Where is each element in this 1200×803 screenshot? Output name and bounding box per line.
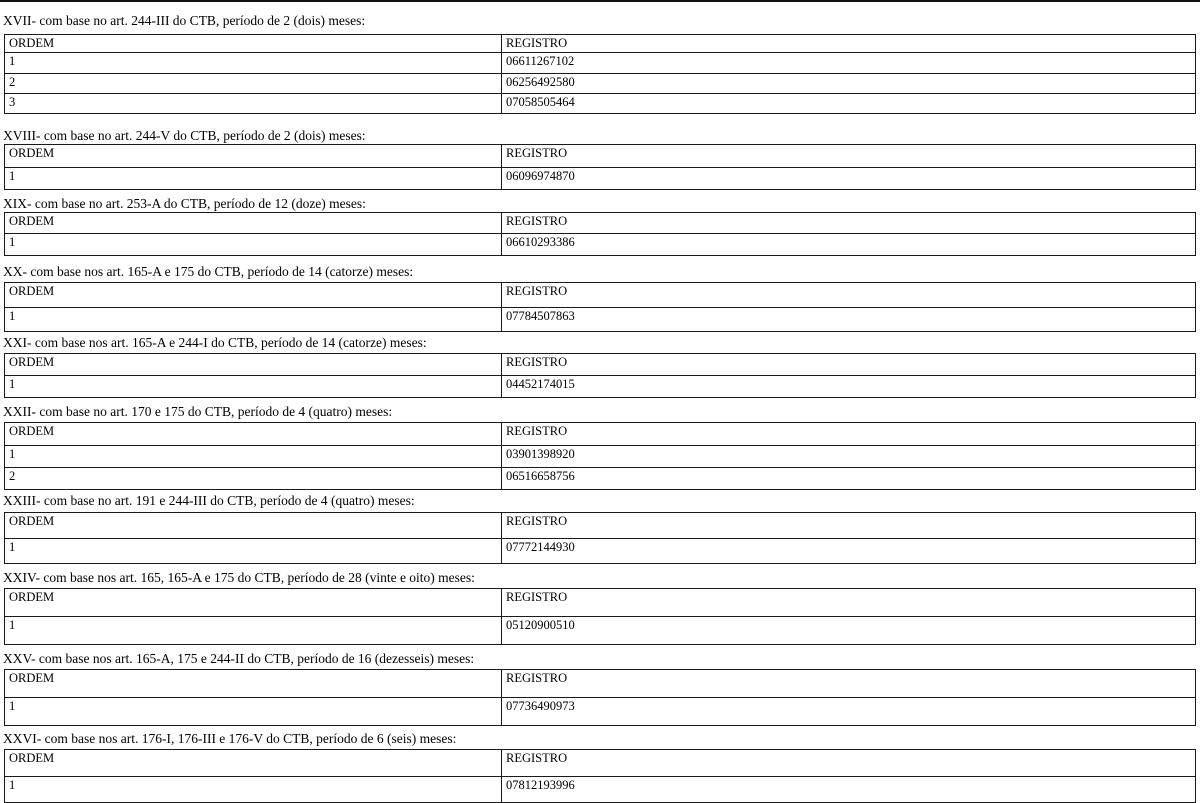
registro-cell: 05120900510 <box>502 617 1196 645</box>
section-heading: XXIV- com base nos art. 165, 165-A e 175 do CTB, período de 28 (vinte e oito) meses: <box>3 570 475 585</box>
ordem-cell: 2 <box>5 468 502 490</box>
column-header-registro: REGISTRO <box>502 35 1196 53</box>
registro-cell: 06256492580 <box>502 74 1196 94</box>
ordem-cell: 1 <box>5 539 502 564</box>
table-row <box>5 698 1196 726</box>
table-header-row <box>5 145 1196 168</box>
column-header-ordem: ORDEM <box>5 283 502 308</box>
registry-table <box>4 282 1196 332</box>
table-header-row <box>5 670 1196 698</box>
registry-table <box>4 749 1196 803</box>
table-row <box>5 234 1196 256</box>
section-heading: XIX- com base no art. 253-A do CTB, período de 12 (doze) meses: <box>3 196 366 211</box>
registry-table <box>4 353 1196 398</box>
column-header-ordem: ORDEM <box>5 213 502 234</box>
column-header-ordem: ORDEM <box>5 145 502 168</box>
table-header-row <box>5 750 1196 777</box>
column-header-ordem: ORDEM <box>5 750 502 777</box>
registry-table <box>4 34 1196 114</box>
column-header-registro: REGISTRO <box>502 513 1196 539</box>
registro-cell: 04452174015 <box>502 376 1196 398</box>
registro-cell: 06611267102 <box>502 53 1196 74</box>
table-header-row <box>5 35 1196 53</box>
ordem-cell: 2 <box>5 74 502 94</box>
column-header-registro: REGISTRO <box>502 145 1196 168</box>
section-heading: XXI- com base nos art. 165-A e 244-I do CTB, período de 14 (catorze) meses: <box>3 335 427 350</box>
registro-cell: 07058505464 <box>502 94 1196 114</box>
registry-table <box>4 144 1196 190</box>
table-row <box>5 376 1196 398</box>
column-header-registro: REGISTRO <box>502 750 1196 777</box>
column-header-ordem: ORDEM <box>5 589 502 617</box>
table-header-row <box>5 213 1196 234</box>
ordem-cell: 1 <box>5 168 502 190</box>
section-heading: XXIII- com base no art. 191 e 244-III do CTB, período de 4 (quatro) meses: <box>3 493 415 508</box>
table-header-row <box>5 283 1196 308</box>
registry-table <box>4 588 1196 645</box>
column-header-registro: REGISTRO <box>502 670 1196 698</box>
registro-cell: 06610293386 <box>502 234 1196 256</box>
column-header-ordem: ORDEM <box>5 513 502 539</box>
ordem-cell: 1 <box>5 53 502 74</box>
ordem-cell: 1 <box>5 617 502 645</box>
column-header-registro: REGISTRO <box>502 423 1196 446</box>
ordem-cell: 1 <box>5 777 502 803</box>
column-header-ordem: ORDEM <box>5 670 502 698</box>
column-header-ordem: ORDEM <box>5 35 502 53</box>
section-heading: XVIII- com base no art. 244-V do CTB, período de 2 (dois) meses: <box>3 128 366 143</box>
registro-cell: 07784507863 <box>502 308 1196 332</box>
top-rule <box>0 0 1200 2</box>
section-heading: XXV- com base nos art. 165-A, 175 e 244-II do CTB, período de 16 (dezesseis) meses: <box>3 651 475 666</box>
registro-cell: 06516658756 <box>502 468 1196 490</box>
column-header-ordem: ORDEM <box>5 354 502 376</box>
registry-table <box>4 212 1196 256</box>
table-header-row <box>5 354 1196 376</box>
table-row <box>5 446 1196 468</box>
table-row <box>5 308 1196 332</box>
section-heading: XXVI- com base nos art. 176-I, 176-III e 176-V do CTB, período de 6 (seis) meses: <box>3 731 457 746</box>
section-heading: XVII- com base no art. 244-III do CTB, período de 2 (dois) meses: <box>3 13 366 28</box>
table-row <box>5 777 1196 803</box>
section-heading: XX- com base nos art. 165-A e 175 do CTB, período de 14 (catorze) meses: <box>3 264 414 279</box>
registry-table <box>4 669 1196 726</box>
registro-cell: 07736490973 <box>502 698 1196 726</box>
column-header-registro: REGISTRO <box>502 354 1196 376</box>
column-header-ordem: ORDEM <box>5 423 502 446</box>
table-row <box>5 168 1196 190</box>
column-header-registro: REGISTRO <box>502 283 1196 308</box>
ordem-cell: 3 <box>5 94 502 114</box>
ordem-cell: 1 <box>5 446 502 468</box>
table-header-row <box>5 589 1196 617</box>
table-row <box>5 74 1196 94</box>
registro-cell: 07772144930 <box>502 539 1196 564</box>
registry-table <box>4 422 1196 490</box>
registro-cell: 06096974870 <box>502 168 1196 190</box>
table-row <box>5 94 1196 114</box>
ordem-cell: 1 <box>5 698 502 726</box>
registro-cell: 07812193996 <box>502 777 1196 803</box>
registry-table <box>4 512 1196 564</box>
table-row <box>5 468 1196 490</box>
registro-cell: 03901398920 <box>502 446 1196 468</box>
table-header-row <box>5 513 1196 539</box>
ordem-cell: 1 <box>5 308 502 332</box>
section-heading: XXII- com base no art. 170 e 175 do CTB, período de 4 (quatro) meses: <box>3 404 393 419</box>
table-row <box>5 617 1196 645</box>
table-row <box>5 53 1196 74</box>
column-header-registro: REGISTRO <box>502 589 1196 617</box>
column-header-registro: REGISTRO <box>502 213 1196 234</box>
table-header-row <box>5 423 1196 446</box>
table-row <box>5 539 1196 564</box>
ordem-cell: 1 <box>5 376 502 398</box>
ordem-cell: 1 <box>5 234 502 256</box>
